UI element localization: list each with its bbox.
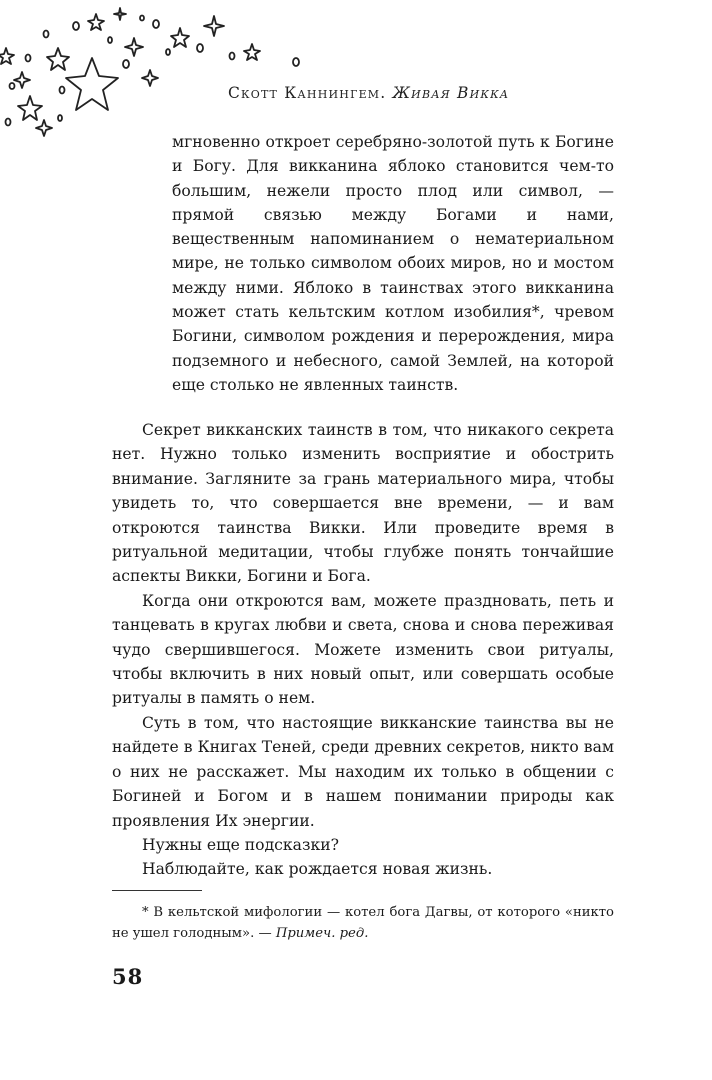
sparkle-icon xyxy=(142,70,158,86)
dot-icon xyxy=(123,60,129,68)
dot-icon xyxy=(6,119,11,126)
paragraph: Наблюдайте, как рождается новая жизнь. xyxy=(142,860,493,879)
dot-icon xyxy=(153,20,159,28)
big-star-icon xyxy=(66,58,118,110)
header-book-title: Живая Викка xyxy=(392,84,510,102)
sparkle-icon xyxy=(14,72,30,88)
dot-icon xyxy=(44,31,49,38)
dot-icon xyxy=(197,44,203,52)
dot-icon xyxy=(166,49,170,55)
footnote-divider xyxy=(112,890,202,891)
dot-icon xyxy=(230,53,235,60)
dot-icon xyxy=(140,16,144,21)
dot-icon xyxy=(26,55,31,62)
quote-text: мгновенно откроет серебряно-золотой путь к Богине и Богу. Для викканина яблоко становится чем-то большим, нежели просто плод или символ, — прямой связью между Богами и нами, вещественным напоминанием о нематериальном мире, не только символом обоих миров, но и мостом между ними. Яблоко в таинствах этого викканина может стать кельтским котлом изобилия*, чревом Богини, символом рождения и перерождения, мира подземного и небесного, самой Землей, на которой еще столько не явленных таинств. xyxy=(172,133,614,394)
star-icon xyxy=(88,14,104,30)
footnote xyxy=(112,902,614,944)
paragraph: Когда они откроются вам, можете праздновать, петь и танцевать в кругах любви и света, снова и снова переживая чудо свершившегося. Можете изменить свои ритуалы, чтобы включить в них новый опыт, или совершать особые ритуалы в память о нем. xyxy=(112,591,614,708)
dot-icon xyxy=(108,37,112,43)
footnote-credit: Примеч. ред. xyxy=(275,926,369,941)
body-text xyxy=(112,418,614,882)
header-author: Скотт Каннингем. xyxy=(228,84,387,102)
dot-icon xyxy=(60,87,65,94)
sparkle-icon xyxy=(125,38,143,56)
star-icon xyxy=(171,28,189,47)
sparkle-icon xyxy=(36,120,52,136)
sparkle-icon xyxy=(114,8,126,20)
dot-icon xyxy=(293,58,299,66)
block-quote xyxy=(172,130,614,397)
star-icon xyxy=(244,44,260,60)
paragraph: Суть в том, что настоящие викканские таинства вы не найдете в Книгах Теней, среди древних секретов, никто вам о них не расскажет. Мы находим их только в общении с Богиней и Богом и в нашем понимании природы как проявления Их энергии. xyxy=(112,713,614,830)
star-icon xyxy=(0,48,14,64)
dot-icon xyxy=(73,22,79,30)
paragraph: Секрет викканских таинств в том, что никакого секрета нет. Нужно только изменить восприятие и обострить внимание. Загляните за грань материального мира, чтобы увидеть то, что совершается вне времени, — и вам откроются таинства Викки. Или проведите время в ритуальной медитации, чтобы глубже понять тончайшие аспекты Викки, Богини и Бога. xyxy=(112,421,614,586)
star-icon xyxy=(47,48,69,70)
running-header xyxy=(228,84,509,102)
dot-icon xyxy=(10,83,15,89)
paragraph: Нужны еще подсказки? xyxy=(142,835,339,854)
dot-icon xyxy=(58,115,62,121)
page-number: 58 xyxy=(112,964,144,989)
star-icon xyxy=(18,96,42,120)
footnote-text: * В кельтской мифологии — котел бога Дагвы, от которого «никто не ушел голодным». — xyxy=(112,905,614,941)
sparkle-icon xyxy=(204,16,224,36)
